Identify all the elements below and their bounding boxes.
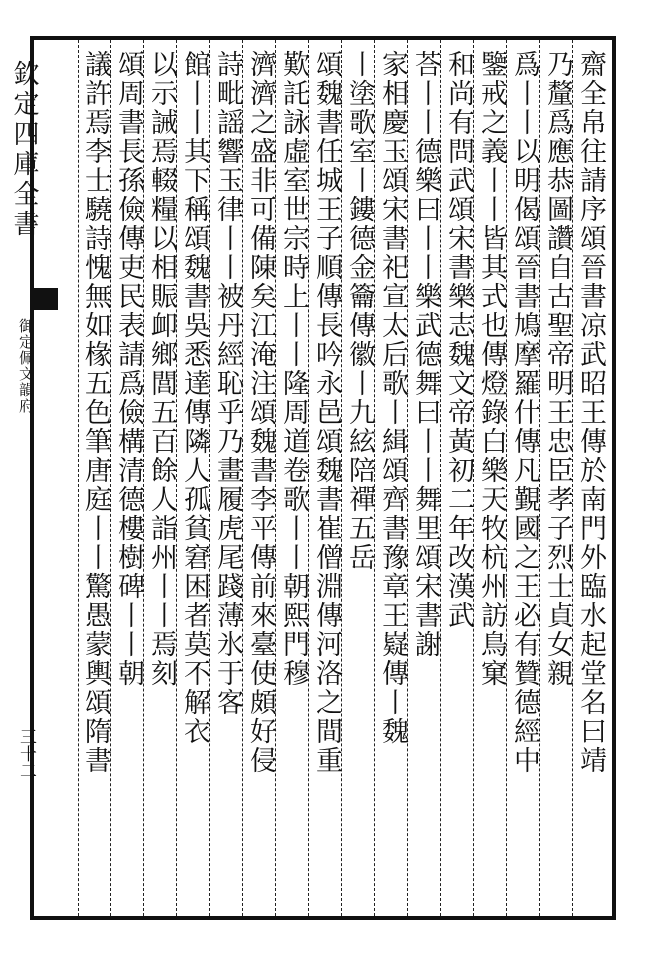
- text-column-4: 鑒戒之義丨丨皆其式也傳燈錄白樂天牧杭州訪鳥窠: [476, 50, 507, 688]
- text-column-12: 詩毗謡響玉律丨丨被丹經恥乎乃畫履虎尾踐薄氷于客: [212, 50, 243, 717]
- text-column-10: 歎託詠虛室世宗時上丨丨隆周道卷歌丨丨朝熙門穆: [278, 50, 309, 688]
- text-column-16: 議許焉李士驍詩愧無如椽五色筆唐庭丨丨驚愚蒙輿頌隋書: [80, 50, 111, 775]
- text-column-2: 乃釐爲應恭圖讚自古聖帝明王忠臣孝子烈士貞女親: [542, 50, 573, 688]
- margin-volume-title: 御定佩文韻府: [17, 318, 35, 414]
- text-column-11: 濟濟之盛非可備陳矣江淹注頌魏書李平傳前來臺使頗好侵: [245, 50, 276, 775]
- text-column-3: 爲丨丨以明偈頌晉書鳩摩羅什傳凡覲國之王必有贊德經中: [509, 50, 540, 775]
- text-column-6: 荅丨丨德樂曰丨丨樂武德舞曰丨丨舞里頌宋書謝: [410, 50, 441, 659]
- text-column-14: 以示誡焉輟糧以相賑卹鄉閭五百餘人詣州丨丨焉刻: [146, 50, 177, 688]
- page-number: 三十二: [16, 728, 36, 779]
- margin-book-title: 欽定四庫全書: [9, 60, 39, 240]
- text-column-1: 齋全帛往請序頌晉書凉武昭王傳於南門外臨水起堂名曰靖: [575, 50, 606, 775]
- text-column-15: 頌周書長孫儉傳吏民表請爲儉構清德樓樹碑丨丨朝: [113, 50, 144, 688]
- text-column-5: 和尚有問武頌宋書樂志魏文帝黃初二年改漢武: [443, 50, 474, 630]
- text-column-8: 丨塗歌室丨鏤德金籥傳徽丨九絃陪禪五岳: [344, 50, 375, 572]
- text-column-13: 館丨丨其下稱頌魏書吳悉達傳隣人孤貧窘困者莫不解衣: [179, 50, 210, 746]
- text-column-7: 家相慶玉頌宋書祀宣太后歌丨緝頌齊書豫章王嶷傳丨魏: [377, 50, 408, 746]
- text-column-9: 頌魏書任城王子順傳長吟永邑頌魏書崔僧淵傳河洛之間重: [311, 50, 342, 775]
